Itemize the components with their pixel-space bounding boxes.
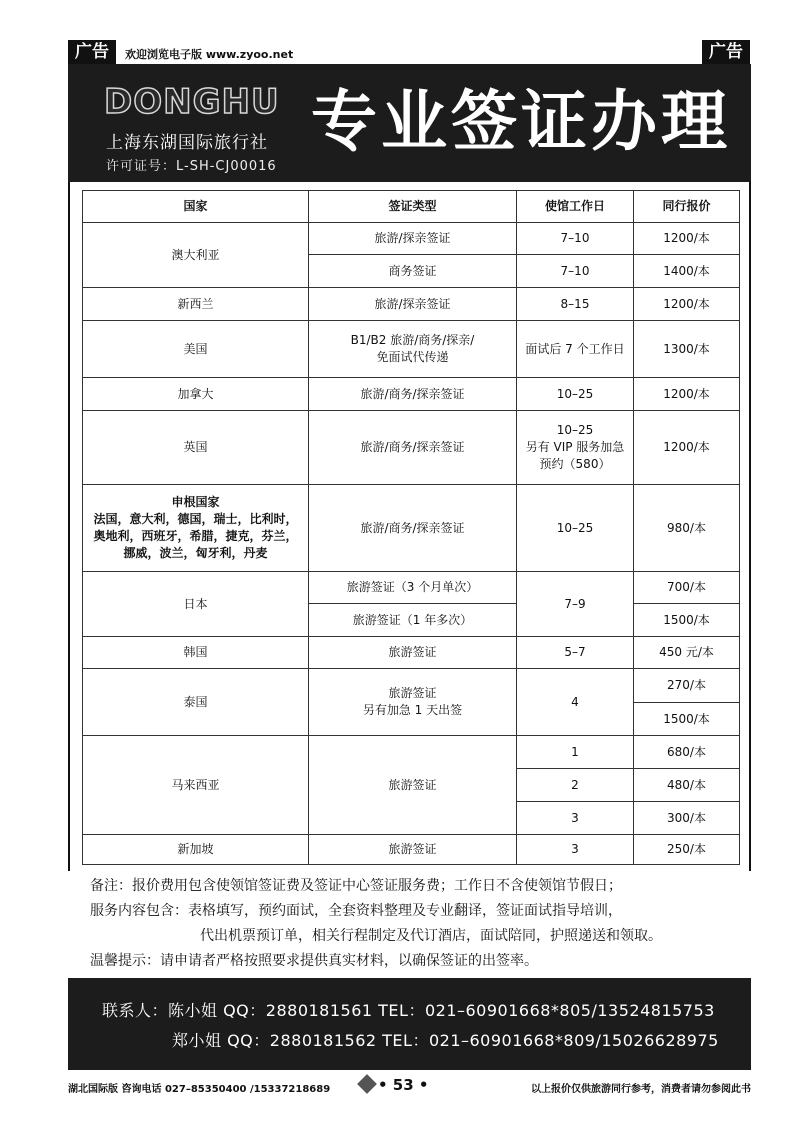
notes-section (90, 874, 662, 974)
schengen-title: 申根国家 (171, 495, 220, 509)
workdays-cell: 5–7 (517, 637, 634, 669)
price-cell: 1200/本 (634, 378, 740, 411)
price-cell: 250/本 (634, 835, 740, 865)
country-cell: 日本 (83, 572, 309, 637)
header-visa-type: 签证类型 (309, 191, 517, 223)
workdays-line: 预约（580） (539, 457, 611, 471)
table-row (83, 223, 740, 255)
price-cell: 1200/本 (634, 288, 740, 321)
workdays-cell: 7–9 (517, 572, 634, 637)
price-cell: 680/本 (634, 736, 740, 769)
header-country: 国家 (83, 191, 309, 223)
visa-type-cell: 旅游/商务/探亲签证 (309, 378, 517, 411)
schengen-countries-line: 挪威，波兰，匈牙利，丹麦 (123, 546, 268, 560)
price-cell: 300/本 (634, 802, 740, 835)
workdays-cell: 2 (517, 769, 634, 802)
table-row (83, 835, 740, 865)
price-cell: 1500/本 (634, 604, 740, 637)
price-table-frame (68, 182, 751, 871)
workdays-cell: 4 (517, 669, 634, 736)
header-price: 同行报价 (634, 191, 740, 223)
price-cell: 270/本 (634, 669, 740, 703)
visa-type-line: 旅游签证 (388, 686, 437, 700)
country-cell: 新加坡 (83, 835, 309, 865)
table-row (83, 288, 740, 321)
country-cell: 英国 (83, 411, 309, 485)
country-cell (83, 485, 309, 572)
workdays-cell: 8–15 (517, 288, 634, 321)
visa-type-cell: 旅游/探亲签证 (309, 223, 517, 255)
table-row (83, 485, 740, 572)
page-footer (68, 1078, 751, 1096)
table-row (83, 378, 740, 411)
page-number (360, 1076, 429, 1094)
header-workdays: 使馆工作日 (517, 191, 634, 223)
price-cell: 480/本 (634, 769, 740, 802)
license-number: 许可证号：L-SH-CJ00016 (106, 159, 277, 174)
table-row (83, 321, 740, 378)
workdays-cell: 面试后 7 个工作日 (517, 321, 634, 378)
table-header-row (83, 191, 740, 223)
visa-type-cell: 旅游/探亲签证 (309, 288, 517, 321)
visa-type-cell: 旅游/商务/探亲签证 (309, 411, 517, 485)
workdays-cell: 10–25 (517, 485, 634, 572)
visa-type-line: B1/B2 旅游/商务/探亲/ (350, 333, 475, 347)
workdays-cell (517, 411, 634, 485)
visa-type-cell: 商务签证 (309, 255, 517, 288)
country-cell: 澳大利亚 (83, 223, 309, 288)
price-cell: 1200/本 (634, 223, 740, 255)
country-cell: 美国 (83, 321, 309, 378)
workdays-cell: 3 (517, 835, 634, 865)
visa-type-cell: 旅游签证 (309, 835, 517, 865)
visa-type-line: 免面试代传递 (376, 350, 449, 364)
country-cell: 韩国 (83, 637, 309, 669)
price-cell: 980/本 (634, 485, 740, 572)
ad-label-left: 广告 (68, 40, 116, 64)
contact-line: 郑小姐 QQ：2880181562 TEL：021–60901668*809/15026628975 (172, 1031, 719, 1050)
country-cell: 泰国 (83, 669, 309, 736)
country-cell: 马来西亚 (83, 736, 309, 835)
price-cell: 700/本 (634, 572, 740, 604)
note-line: 代出机票预订单，相关行程制定及代订酒店，面试陪同，护照递送和领取。 (200, 928, 662, 944)
schengen-countries-line: 法国，意大利，德国，瑞士，比利时， (93, 512, 298, 526)
footer-right-text: 以上报价仅供旅游同行参考，消费者请勿参阅此书 (531, 1084, 751, 1095)
visa-type-cell: 旅游签证 (309, 637, 517, 669)
workdays-cell: 7–10 (517, 223, 634, 255)
headline: 专业签证办理 (311, 83, 731, 160)
schengen-countries-line: 奥地利，西班牙，希腊，捷克，芬兰， (93, 529, 298, 543)
price-cell: 1300/本 (634, 321, 740, 378)
table-row (83, 572, 740, 604)
table-row (83, 411, 740, 485)
note-line: 备注：报价费用包含使领馆签证费及签证中心签证服务费；工作日不含使领馆节假日； (90, 878, 622, 894)
table-row (83, 736, 740, 769)
agency-name: 上海东湖国际旅行社 (106, 133, 268, 153)
ad-label-right: 广告 (702, 40, 750, 64)
contact-line: 联系人：陈小姐 QQ：2880181561 TEL：021–60901668*805/13524815753 (102, 1001, 715, 1020)
diamond-icon (357, 1074, 377, 1094)
visa-price-table (82, 190, 740, 865)
workdays-cell: 3 (517, 802, 634, 835)
price-cell: 450 元/本 (634, 637, 740, 669)
visa-type-line: 另有加急 1 天出签 (362, 703, 463, 717)
workdays-cell: 7–10 (517, 255, 634, 288)
welcome-text: 欢迎浏览电子版 www.zyoo.net (125, 48, 294, 61)
note-line: 温馨提示：请申请者严格按照要求提供真实材料，以确保签证的出签率。 (90, 953, 538, 969)
contact-banner (68, 978, 751, 1070)
price-cell: 1400/本 (634, 255, 740, 288)
visa-type-cell (309, 669, 517, 736)
visa-type-cell: 旅游签证 (309, 736, 517, 835)
visa-type-cell: 旅游/商务/探亲签证 (309, 485, 517, 572)
workdays-cell: 1 (517, 736, 634, 769)
table-row (83, 669, 740, 703)
page-number-text: • 53 • (378, 1076, 429, 1094)
price-cell: 1500/本 (634, 703, 740, 736)
header-banner (68, 64, 751, 182)
table-row (83, 637, 740, 669)
price-cell: 1200/本 (634, 411, 740, 485)
footer-left-text: 湖北国际版 咨询电话 027–85350400 /15337218689 (68, 1084, 331, 1095)
visa-type-cell: 旅游签证（3 个月单次） (309, 572, 517, 604)
workdays-line: 10–25 (556, 423, 594, 437)
visa-type-cell (309, 321, 517, 378)
workdays-line: 另有 VIP 服务加急 (525, 440, 625, 454)
country-cell: 加拿大 (83, 378, 309, 411)
donghu-logo: DONGHU (104, 82, 280, 122)
visa-type-cell: 旅游签证（1 年多次） (309, 604, 517, 637)
country-cell: 新西兰 (83, 288, 309, 321)
note-line: 服务内容包含：表格填写，预约面试，全套资料整理及专业翻译，签证面试指导培训， (90, 903, 622, 919)
workdays-cell: 10–25 (517, 378, 634, 411)
